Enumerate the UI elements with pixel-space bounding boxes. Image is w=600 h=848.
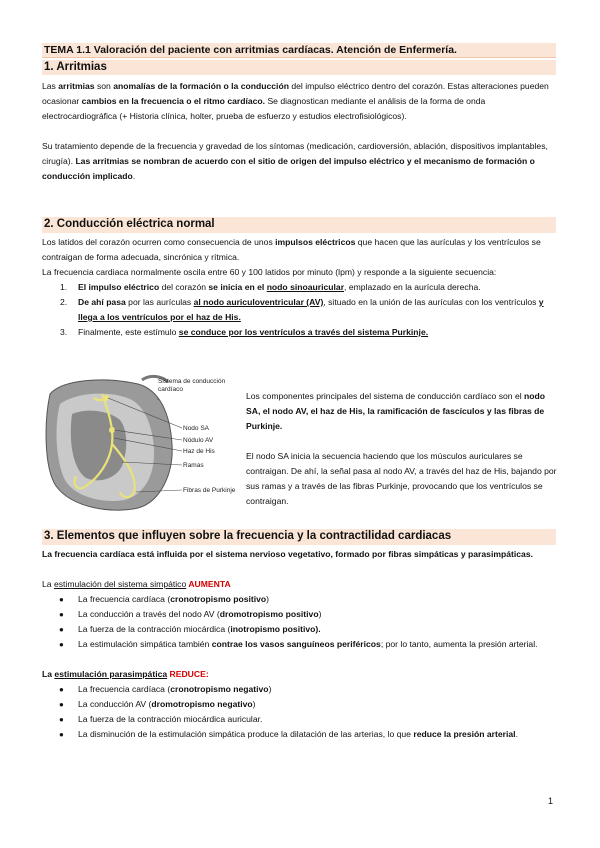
- figure-description: [246, 389, 558, 509]
- simpatico-list: [42, 592, 556, 652]
- frecuencia-paragraph: La frecuencia cardiaca normalmente oscila entre 60 y 100 latidos por minuto (lpm) y responde a la siguiente secuencia:: [42, 267, 497, 277]
- nervioso-paragraph: La frecuencia cardíaca está influida por el sistema nervioso vegetativo, formado por fibras simpáticas y parasimpáticas.: [42, 549, 533, 559]
- arritmias-definition: Las arritmias son anomalías de la formación o la conducción del impulso eléctrico dentro del corazón. Estas alteraciones pueden ocasionar cambios en la frecuencia o el ritmo cardíaco. Se diagnostican mediante el análisis de la forma de onda electrocardiográfica (+ Historia clínica, holter, prueba de esfuerzo y estudios electrofisiológicos).: [42, 81, 549, 121]
- document-title: TEMA 1.1 Valoración del paciente con arritmias cardíacas. Atención de Enfermería.: [42, 43, 556, 58]
- figure-label: Nodo SA: [183, 425, 210, 432]
- bullet-icon: ●: [59, 640, 64, 649]
- bullet-icon: ●: [59, 730, 64, 739]
- page-number: 1: [548, 796, 554, 806]
- section-3-body: [42, 547, 556, 742]
- section-1-body: [42, 79, 556, 184]
- nodo-sa-paragraph: El nodo SA inicia la secuencia haciendo que los músculos auriculares se contraigan. De ahí, la señal pasa al nodo AV, a través del haz de His, bajando por sus ramas y a través de las fibras Purkinje, provocando que los ventrículos se contraigan.: [246, 451, 557, 506]
- section-2-heading: 2. Conducción eléctrica normal: [42, 217, 556, 233]
- parasimpatico-list: [42, 682, 556, 742]
- heart-illustration: [42, 374, 238, 514]
- conduction-system-figure: [42, 374, 238, 514]
- figure-title-line1: Sistema de conducción: [158, 378, 226, 385]
- list-item: 2. De ahí pasa por las aurículas al nodo auriculoventricular (AV), situado en la unión de las aurículas con los ventrículos y llega a los ventrículos por el haz de His.: [60, 297, 544, 322]
- list-item: ● La conducción AV (dromotropismo negativo): [42, 697, 556, 712]
- bullet-icon: ●: [59, 595, 64, 604]
- list-item: ● La fuerza de la contracción miocárdica auricular.: [42, 712, 556, 727]
- bullet-icon: ●: [59, 700, 64, 709]
- section-1-heading: 1. Arritmias: [42, 60, 556, 75]
- figure-label: Fibras de Purkinje: [183, 487, 236, 494]
- figure-label: Nódulo AV: [183, 437, 214, 444]
- bullet-icon: ●: [59, 685, 64, 694]
- list-item: 1. El impulso eléctrico del corazón se inicia en el nodo sinoauricular, emplazado en la aurícula derecha.: [60, 282, 481, 292]
- list-item: ● La estimulación simpática también contrae los vasos sanguíneos periféricos; por lo tanto, aumenta la presión arterial.: [42, 637, 556, 652]
- bullet-icon: ●: [59, 625, 64, 634]
- conduction-sequence-list: [42, 280, 556, 340]
- arritmias-treatment: Su tratamiento depende de la frecuencia y gravedad de los síntomas (medicación, cardioversión, ablación, dispositivos implantables, cirugía). Las arritmias se nombran de acuerdo con el sitio de origen del impulso eléctrico y el mecanismo de formación o conducción implicado.: [42, 141, 548, 181]
- figure-title-line2: cardíaco: [158, 386, 183, 393]
- parasimpatico-heading: La estimulación parasimpática REDUCE:: [42, 669, 209, 679]
- list-item: ● La disminución de la estimulación simpática produce la dilatación de las arterias, lo que reduce la presión arterial.: [42, 727, 556, 742]
- list-item: ● La frecuencia cardíaca (cronotropismo negativo): [42, 682, 556, 697]
- figure-label: Haz de His: [183, 448, 215, 455]
- simpatico-heading: La estimulación del sistema simpático AUMENTA: [42, 579, 231, 589]
- section-3-heading: 3. Elementos que influyen sobre la frecuencia y la contractilidad cardiacas: [42, 529, 556, 545]
- figure-label: Ramas: [183, 462, 204, 469]
- bullet-icon: ●: [59, 610, 64, 619]
- latidos-paragraph: Los latidos del corazón ocurren como consecuencia de unos impulsos eléctricos que hacen que las aurículas y los ventrículos se contraigan de forma adecuada, sincrónica y rítmica.: [42, 237, 541, 262]
- list-item: ● La conducción a través del nodo AV (dromotropismo positivo): [42, 607, 556, 622]
- section-2-body: [42, 235, 556, 340]
- bullet-icon: ●: [59, 715, 64, 724]
- components-paragraph: Los componentes principales del sistema de conducción cardíaco son el nodo SA, el nodo AV, el haz de His, la ramificación de fascículos y las fibras de Purkinje.: [246, 391, 546, 431]
- list-item: ● La frecuencia cardíaca (cronotropismo positivo): [42, 592, 556, 607]
- list-item: 3. Finalmente, este estímulo se conduce por los ventrículos a través del sistema Purkinje.: [60, 327, 429, 337]
- list-item: ● La fuerza de la contracción miocárdica (inotropismo positivo).: [42, 622, 556, 637]
